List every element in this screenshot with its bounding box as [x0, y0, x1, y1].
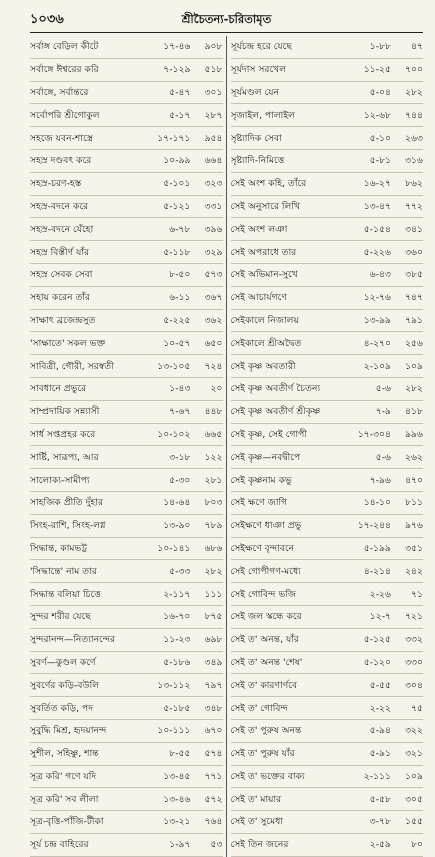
index-entry — [30, 697, 223, 720]
entry-page: ২৫৬ — [405, 337, 423, 349]
entry-text: সর্বাঙ্গে, সর্বান্তরে — [30, 86, 89, 98]
entry-text: সহস্র দণ্ডবৎ করে — [30, 155, 92, 167]
entry-reference: ৫-১২৫ — [363, 634, 391, 646]
entry-text: সেই ত' অনন্ত 'শেষ' — [230, 656, 303, 668]
entry-reference: ৬-১১ — [169, 292, 191, 304]
entry-reference: ১০-১৪১ — [157, 542, 191, 554]
index-entry — [30, 196, 223, 219]
entry-page: ৩৫১ — [405, 542, 423, 554]
entry-text: সূর্য চন্দ্র বাহিরের — [30, 839, 89, 851]
index-entry — [231, 310, 424, 333]
entry-page: ৯৭৬ — [405, 520, 423, 532]
entry-page: ৬৮৬ — [204, 542, 223, 554]
entry-page: ৩২১ — [405, 748, 423, 760]
entry-page: ২৬৩ — [405, 132, 423, 144]
entry-text: সেই কৃষ্ণ অবতারী — [230, 360, 296, 372]
index-columns — [30, 36, 423, 857]
index-entry — [231, 401, 424, 424]
entry-page: ২৬২ — [405, 451, 423, 463]
index-entry — [231, 173, 424, 196]
entry-text: সহস্র-বদনে করে — [30, 200, 89, 212]
index-entry — [231, 811, 424, 834]
entry-page: ২৮২ — [405, 86, 423, 98]
index-entry — [231, 218, 424, 241]
entry-page: ৩৬২ — [204, 314, 223, 326]
entry-reference: ৪-২১৪ — [363, 565, 391, 577]
index-entry — [30, 788, 223, 811]
entry-reference: ৫-২২৫ — [163, 314, 191, 326]
entry-text: সেই ত' পুরুষ অনন্ত — [230, 725, 302, 737]
index-entry — [30, 538, 223, 561]
index-entry — [30, 355, 223, 378]
index-entry — [30, 59, 223, 82]
entry-page: ৩৬০ — [405, 246, 423, 258]
entry-reference: ১৩-৯৯ — [363, 314, 391, 326]
entry-text: সিংহ-রাশি, সিংহ-লগ্ন — [30, 520, 106, 532]
entry-text: সার্ধ সপ্তপ্রহর করে — [30, 428, 96, 440]
index-entry — [30, 834, 223, 857]
index-entry — [231, 583, 424, 606]
entry-text: সাবধানে প্রভুরে — [30, 383, 87, 395]
book-title: শ্রীচৈতন্য-চরিতামৃত — [181, 12, 272, 26]
entry-reference: ২-৫৯ — [369, 839, 391, 851]
entry-page: ৩২২ — [405, 725, 423, 737]
entry-page: ৩৬৭ — [204, 292, 223, 304]
entry-reference: ৫-৬ — [375, 383, 391, 395]
entry-reference: ৫-৮১ — [369, 155, 391, 167]
entry-text: সেই কৃষ্ণ অবতীর্ণ চৈতন্য — [230, 383, 321, 395]
entry-text: সুশীল, সহিষ্ণু, শান্ত — [30, 748, 99, 760]
entry-reference: ১৬-২৭ — [363, 178, 391, 190]
index-entry — [30, 811, 223, 834]
entry-text: সৃজাইল, পালাইল — [230, 109, 295, 121]
entry-text: সহস্র-চরণ-হস্ত — [30, 178, 82, 190]
index-entry — [30, 104, 223, 127]
index-entry — [231, 196, 424, 219]
entry-reference: ৭-৬৭ — [169, 406, 191, 418]
entry-page: ৭৮৯ — [204, 520, 223, 532]
entry-page: ৩০৪ — [405, 679, 423, 691]
index-entry — [231, 446, 424, 469]
entry-page: ১৫৫ — [405, 816, 423, 828]
entry-text: সর্বোপরি শ্রীগোকুল — [30, 109, 100, 121]
index-entry — [231, 720, 424, 743]
entry-page: ৩২৯ — [204, 246, 223, 258]
entry-text: সার্ষ্টি, সারূপ্য, আর — [30, 451, 99, 463]
entry-page: ৪৭ — [411, 41, 423, 53]
entry-page: ৬৯৮ — [204, 634, 223, 646]
entry-text: সেই কৃষ্ণ, সেই গোপী — [230, 428, 308, 440]
entry-reference: ১০-১০২ — [157, 428, 191, 440]
entry-page: ২৮২ — [204, 565, 223, 577]
entry-page: ২০ — [210, 383, 223, 395]
entry-reference: ৭-১২৯ — [163, 64, 191, 76]
entry-reference: ৫-১১৮ — [163, 246, 191, 258]
entry-page: ৩৯৬ — [204, 223, 223, 235]
index-entry — [231, 82, 424, 105]
index-column-right — [227, 36, 424, 857]
index-entry — [30, 629, 223, 652]
entry-page: ১২২ — [204, 451, 223, 463]
entry-text: সেই ক্ষণে জাগি — [230, 497, 288, 509]
entry-text: সুবর্তিত কড়ি, পদ — [30, 702, 94, 714]
entry-page: ৮৭৫ — [204, 611, 223, 623]
index-entry — [30, 310, 223, 333]
index-entry — [231, 378, 424, 401]
entry-text: সেই গোবিন্দ ভজি — [230, 588, 297, 600]
index-entry — [231, 332, 424, 355]
entry-text: সেই তিন জনের — [230, 839, 289, 851]
entry-reference: ৫-১৮৫ — [163, 702, 191, 714]
entry-page: ১১১ — [204, 588, 223, 600]
entry-text: সূর্যমণ্ডল যেন — [230, 86, 280, 98]
entry-page: ৫৭৩ — [204, 269, 223, 281]
entry-reference: ৬-৪৩ — [369, 269, 391, 281]
index-entry — [30, 401, 223, 424]
entry-text: সেই কৃষ্ণ অবতীর্ণ শ্রীকৃষ্ণ — [230, 406, 321, 418]
entry-reference: ১৩-২১ — [163, 816, 191, 828]
entry-text: সেইক্ষণে বৃন্দাবনে — [230, 542, 295, 554]
entry-page: ৩৮৫ — [405, 269, 423, 281]
entry-text: 'সাক্ষাতে' সকল ভক্ত — [30, 337, 106, 349]
entry-reference: ৫-৩৩ — [169, 565, 191, 577]
entry-reference: ১০-৫৭ — [163, 337, 191, 349]
entry-page: ৩০৫ — [405, 793, 423, 805]
entry-page: ৬৭০ — [204, 725, 223, 737]
entry-page: ৭৭১ — [204, 770, 223, 782]
entry-page: ৩৪৯ — [204, 656, 223, 668]
entry-reference: ১২-৬৮ — [363, 109, 391, 121]
entry-page: ৭২১ — [405, 611, 423, 623]
entry-reference: ৪-২৭০ — [363, 337, 391, 349]
index-entry — [30, 150, 223, 173]
entry-page: ৭০০ — [405, 64, 423, 76]
entry-text: সূত্র করি' গণে যদি — [30, 770, 97, 782]
entry-reference: ১৪-৬৪ — [163, 497, 191, 509]
index-entry — [30, 720, 223, 743]
entry-page: ৫৭৪ — [204, 748, 223, 760]
index-entry — [30, 127, 223, 150]
index-entry — [30, 606, 223, 629]
entry-page: ৩১৬ — [405, 155, 423, 167]
entry-reference: ১-৪৩ — [169, 383, 191, 395]
entry-reference: ৭-৯ — [375, 406, 391, 418]
entry-reference: ১০-৯৯ — [163, 155, 191, 167]
entry-reference: ১৩-৪৫ — [163, 770, 191, 782]
entry-page: ৫৭২ — [204, 793, 223, 805]
entry-text: সেই ত' ভক্তের বাক্য — [230, 770, 305, 782]
entry-reference: ৫-০৪ — [369, 86, 391, 98]
index-entry — [231, 104, 424, 127]
index-entry — [231, 629, 424, 652]
entry-text: সেই কৃষ্ণনাম কভু — [230, 474, 292, 486]
entry-page: ৬৬৪ — [204, 155, 223, 167]
entry-page: ৬৫০ — [204, 337, 223, 349]
entry-page: ৮০ — [411, 839, 423, 851]
index-entry — [231, 59, 424, 82]
index-entry — [30, 378, 223, 401]
column-divider — [226, 36, 227, 857]
index-entry — [231, 834, 424, 857]
entry-reference: ১২-৭ — [369, 611, 391, 623]
entry-reference: ৫-১০১ — [163, 178, 191, 190]
index-entry — [231, 264, 424, 287]
index-entry — [231, 766, 424, 789]
entry-text: সিদ্ধান্ত, কামভট্ট — [30, 542, 88, 554]
index-entry — [231, 355, 424, 378]
entry-text: সাম্প্রদায়িক সন্ন্যাসী — [30, 406, 100, 418]
entry-text: সেই অপরাধে তার — [230, 246, 297, 258]
entry-page: ৩০১ — [204, 86, 223, 98]
entry-reference: ৫-১২১ — [163, 200, 191, 212]
entry-text: সূত্র করি' সব লীলা — [30, 793, 99, 805]
entry-text: সাহজিক প্রীতি দুঁহার — [30, 497, 104, 509]
entry-text: 'সিদ্ধান্তে' নাম তার — [30, 565, 97, 577]
index-entry — [231, 241, 424, 264]
entry-page: ৫১৮ — [204, 64, 223, 76]
entry-reference: ৫-১৫৪ — [363, 223, 391, 235]
entry-text: সূর্যদাস সরখেল — [230, 64, 287, 76]
entry-reference: ১৩-১১২ — [157, 679, 191, 691]
entry-page: ৮০৩ — [204, 497, 223, 509]
index-entry — [231, 788, 424, 811]
entry-page: ৯০৮ — [204, 41, 223, 53]
entry-page: ৭৪৭ — [405, 292, 423, 304]
entry-page: ৯৫৪ — [204, 132, 223, 144]
index-entry — [30, 332, 223, 355]
entry-reference: ৬-৭৮ — [169, 223, 191, 235]
entry-text: সৃষ্ট্যাদিক সেবা — [230, 132, 282, 144]
entry-page: ৯৯৬ — [405, 428, 423, 440]
index-entry — [231, 743, 424, 766]
entry-reference: ৫-১৯৯ — [363, 542, 391, 554]
index-entry — [30, 264, 223, 287]
entry-page: ৩৪১ — [405, 223, 423, 235]
index-entry — [231, 36, 424, 59]
entry-text: সুবর্ণের কড়ি-বউলি — [30, 679, 100, 691]
entry-text: সেই ত' গোবিন্দ — [230, 702, 288, 714]
entry-reference: ১-৮৮ — [369, 41, 391, 53]
index-entry — [30, 492, 223, 515]
entry-reference: ১৭-৪৬ — [163, 41, 191, 53]
entry-page: ৫৩ — [210, 839, 223, 851]
entry-reference: ১১-২৩ — [163, 634, 191, 646]
entry-page: ৩৩২ — [405, 634, 423, 646]
entry-reference: ২-১১৭ — [163, 588, 191, 600]
entry-text: সেই অনুসারে লিখি — [230, 200, 300, 212]
index-entry — [231, 697, 424, 720]
entry-page: ৭৪৪ — [405, 109, 423, 121]
entry-page: ৩৪৮ — [204, 702, 223, 714]
entry-text: সহস্র বিস্তীর্ণ যাঁর — [30, 246, 90, 258]
entry-page: ৪৪৮ — [204, 406, 223, 418]
entry-reference: ৩-৭৮ — [369, 816, 391, 828]
entry-reference: ২-১০৯ — [363, 360, 391, 372]
entry-text: সেই আচার্যগণে — [230, 292, 287, 304]
entry-reference: ১৭-১৭১ — [157, 132, 191, 144]
entry-reference: ১-৯৭ — [169, 839, 191, 851]
index-entry — [231, 606, 424, 629]
entry-reference: ২-২২ — [369, 702, 391, 714]
entry-text: সুবর্ণ—কুণ্ডল কর্ণে — [30, 656, 96, 668]
entry-page: ৭৫ — [411, 702, 423, 714]
entry-page: ১০৯ — [405, 770, 423, 782]
entry-text: সুবুদ্ধি মিশ্র, হৃদয়ানন্দ — [30, 725, 107, 737]
index-entry — [30, 424, 223, 447]
entry-reference: ১০-১১১ — [157, 725, 191, 737]
page-number: ১০৩৬ — [30, 12, 64, 27]
page-header — [30, 8, 423, 33]
index-entry — [231, 538, 424, 561]
entry-reference: ৫-৯৪ — [369, 725, 391, 737]
entry-text: সৃষ্ট্যাদি-নিমিত্তে — [230, 155, 285, 167]
index-entry — [30, 446, 223, 469]
index-entry — [30, 766, 223, 789]
entry-reference: ৫-১৭ — [169, 109, 191, 121]
entry-page: ১০৯ — [405, 360, 423, 372]
entry-text: সেই কৃষ্ণ—নবদ্বীপে — [230, 451, 301, 463]
entry-page: ৩৩১ — [204, 200, 223, 212]
index-entry — [231, 424, 424, 447]
index-entry — [30, 173, 223, 196]
index-entry — [30, 82, 223, 105]
entry-page: ৬৬৫ — [204, 428, 223, 440]
entry-page: ৭৯৭ — [204, 679, 223, 691]
entry-reference: ৫-৩০ — [169, 474, 191, 486]
entry-reference: ১৩-৪৭ — [363, 200, 391, 212]
index-entry — [231, 674, 424, 697]
index-entry — [30, 469, 223, 492]
entry-text: সাবিত্রী, গৌরী, সরস্বতী — [30, 360, 114, 372]
entry-reference: ৫-৫৫ — [369, 679, 391, 691]
index-entry — [30, 583, 223, 606]
entry-text: সেইকালে নিজালয় — [230, 314, 299, 326]
entry-reference: ১১-২৫ — [363, 64, 391, 76]
entry-text: সেই ত' কারণার্ণবে — [230, 679, 298, 691]
entry-page: ৮১১ — [405, 497, 423, 509]
entry-text: সেই গোপীগণ-মধ্যে — [230, 565, 301, 577]
entry-reference: ১৪-১০ — [363, 497, 391, 509]
index-entry — [231, 560, 424, 583]
entry-reference: ১৭-২৪৪ — [357, 520, 391, 532]
entry-reference: ১২-৭৬ — [363, 292, 391, 304]
entry-page: ৮৬২ — [405, 178, 423, 190]
entry-text: সেই ত' অনন্ত, যাঁর — [230, 634, 299, 646]
entry-reference: ২-১১১ — [363, 770, 391, 782]
entry-page: ৭১ — [411, 588, 423, 600]
entry-text: সেই অংশ লঞা — [230, 223, 288, 235]
index-entry — [30, 743, 223, 766]
entry-page: ৭২৪ — [204, 360, 223, 372]
index-entry — [30, 36, 223, 59]
entry-text: সাক্ষাৎ ব্রজেন্দ্রসুত — [30, 314, 96, 326]
index-entry — [30, 287, 223, 310]
entry-reference: ১৬-৭০ — [163, 611, 191, 623]
entry-text: সেই ত' সুমেধা — [230, 816, 284, 828]
index-entry — [231, 127, 424, 150]
entry-page: ২৪২ — [405, 565, 423, 577]
entry-reference: ৮-৫০ — [169, 269, 191, 281]
entry-text: সেইকালে শ্রীঅদ্বৈত — [230, 337, 302, 349]
entry-page: ৭৬৪ — [204, 816, 223, 828]
entry-page: ৭৭২ — [405, 200, 423, 212]
entry-reference: ৫-২২৬ — [363, 246, 391, 258]
entry-text: সুন্দর শরীর যেছে — [30, 611, 91, 623]
entry-text: সেই ত' মায়ার — [230, 793, 282, 805]
index-entry — [231, 652, 424, 675]
entry-text: সেই ত' পুরুষ যাঁর — [230, 748, 295, 760]
entry-text: সুন্দরানন্দ—নিত্যানন্দের — [30, 634, 116, 646]
entry-reference: ১৩-১০৫ — [157, 360, 191, 372]
index-entry — [30, 515, 223, 538]
entry-page: ২৮১ — [204, 474, 223, 486]
entry-text: সালোক্য-সামীপ্য — [30, 474, 90, 486]
entry-page: ৭৯১ — [405, 314, 423, 326]
entry-text: সূত্র-বৃত্তি-পাঁজি-টীকা — [30, 816, 104, 828]
index-entry — [30, 652, 223, 675]
entry-reference: ৭-৯৬ — [369, 474, 391, 486]
index-entry — [231, 287, 424, 310]
entry-text: সর্বাঙ্গ বেড়িল কীটে — [30, 41, 99, 53]
entry-text: সিদ্ধান্ত বলিয়া চিত্তে — [30, 588, 101, 600]
entry-page: ৩২৩ — [204, 178, 223, 190]
entry-text: সেই অভিমান-সুখে — [230, 269, 298, 281]
entry-reference: ৩-১৮ — [169, 451, 191, 463]
index-entry — [231, 492, 424, 515]
entry-reference: ২-২৬ — [369, 588, 391, 600]
index-entry — [30, 218, 223, 241]
entry-reference: ৫-১২০ — [363, 656, 391, 668]
index-entry — [231, 150, 424, 173]
entry-reference: ১৭-৩০৪ — [357, 428, 391, 440]
entry-text: সেই অংশ কহি, তাঁরে — [230, 178, 307, 190]
entry-text: সূর্যচন্দ্র হরে যেছে — [230, 41, 292, 53]
entry-page: ২৮২ — [405, 383, 423, 395]
entry-page: ৩৩০ — [405, 656, 423, 668]
entry-page: ২৮৭ — [204, 109, 223, 121]
entry-page: ৪১৮ — [405, 406, 423, 418]
entry-text: সহস্র-বদনে যেঁহো — [30, 223, 94, 235]
entry-reference: ৫-৪৭ — [169, 86, 191, 98]
entry-reference: ৫-৬ — [375, 451, 391, 463]
entry-reference: ১৩-৯০ — [163, 520, 191, 532]
entry-reference: ৫-৫৮ — [369, 793, 391, 805]
index-entry — [30, 674, 223, 697]
index-entry — [30, 560, 223, 583]
entry-text: সেইক্ষণে ধাঞা প্রভু — [230, 520, 302, 532]
entry-text: সেই জল স্কন্ধে করে — [230, 611, 302, 623]
entry-reference: ৫-৯১ — [369, 748, 391, 760]
entry-text: সহায় করেন তাঁর — [30, 292, 91, 304]
entry-reference: ১৩-৪৬ — [163, 793, 191, 805]
entry-page: ৪৭০ — [405, 474, 423, 486]
index-entry — [30, 241, 223, 264]
entry-text: সর্বাঙ্গে ঈশ্বরের করি — [30, 64, 99, 76]
index-column-left — [30, 36, 227, 857]
entry-reference: ৫-১৮৬ — [163, 656, 191, 668]
index-entry — [231, 469, 424, 492]
entry-reference: ৮-৫৫ — [169, 748, 191, 760]
entry-reference: ৫-১০ — [369, 132, 391, 144]
index-entry — [231, 515, 424, 538]
entry-text: সহজে যবন-শাস্ত্রে — [30, 132, 94, 144]
entry-text: সহস্র সেবক সেবা — [30, 269, 93, 281]
